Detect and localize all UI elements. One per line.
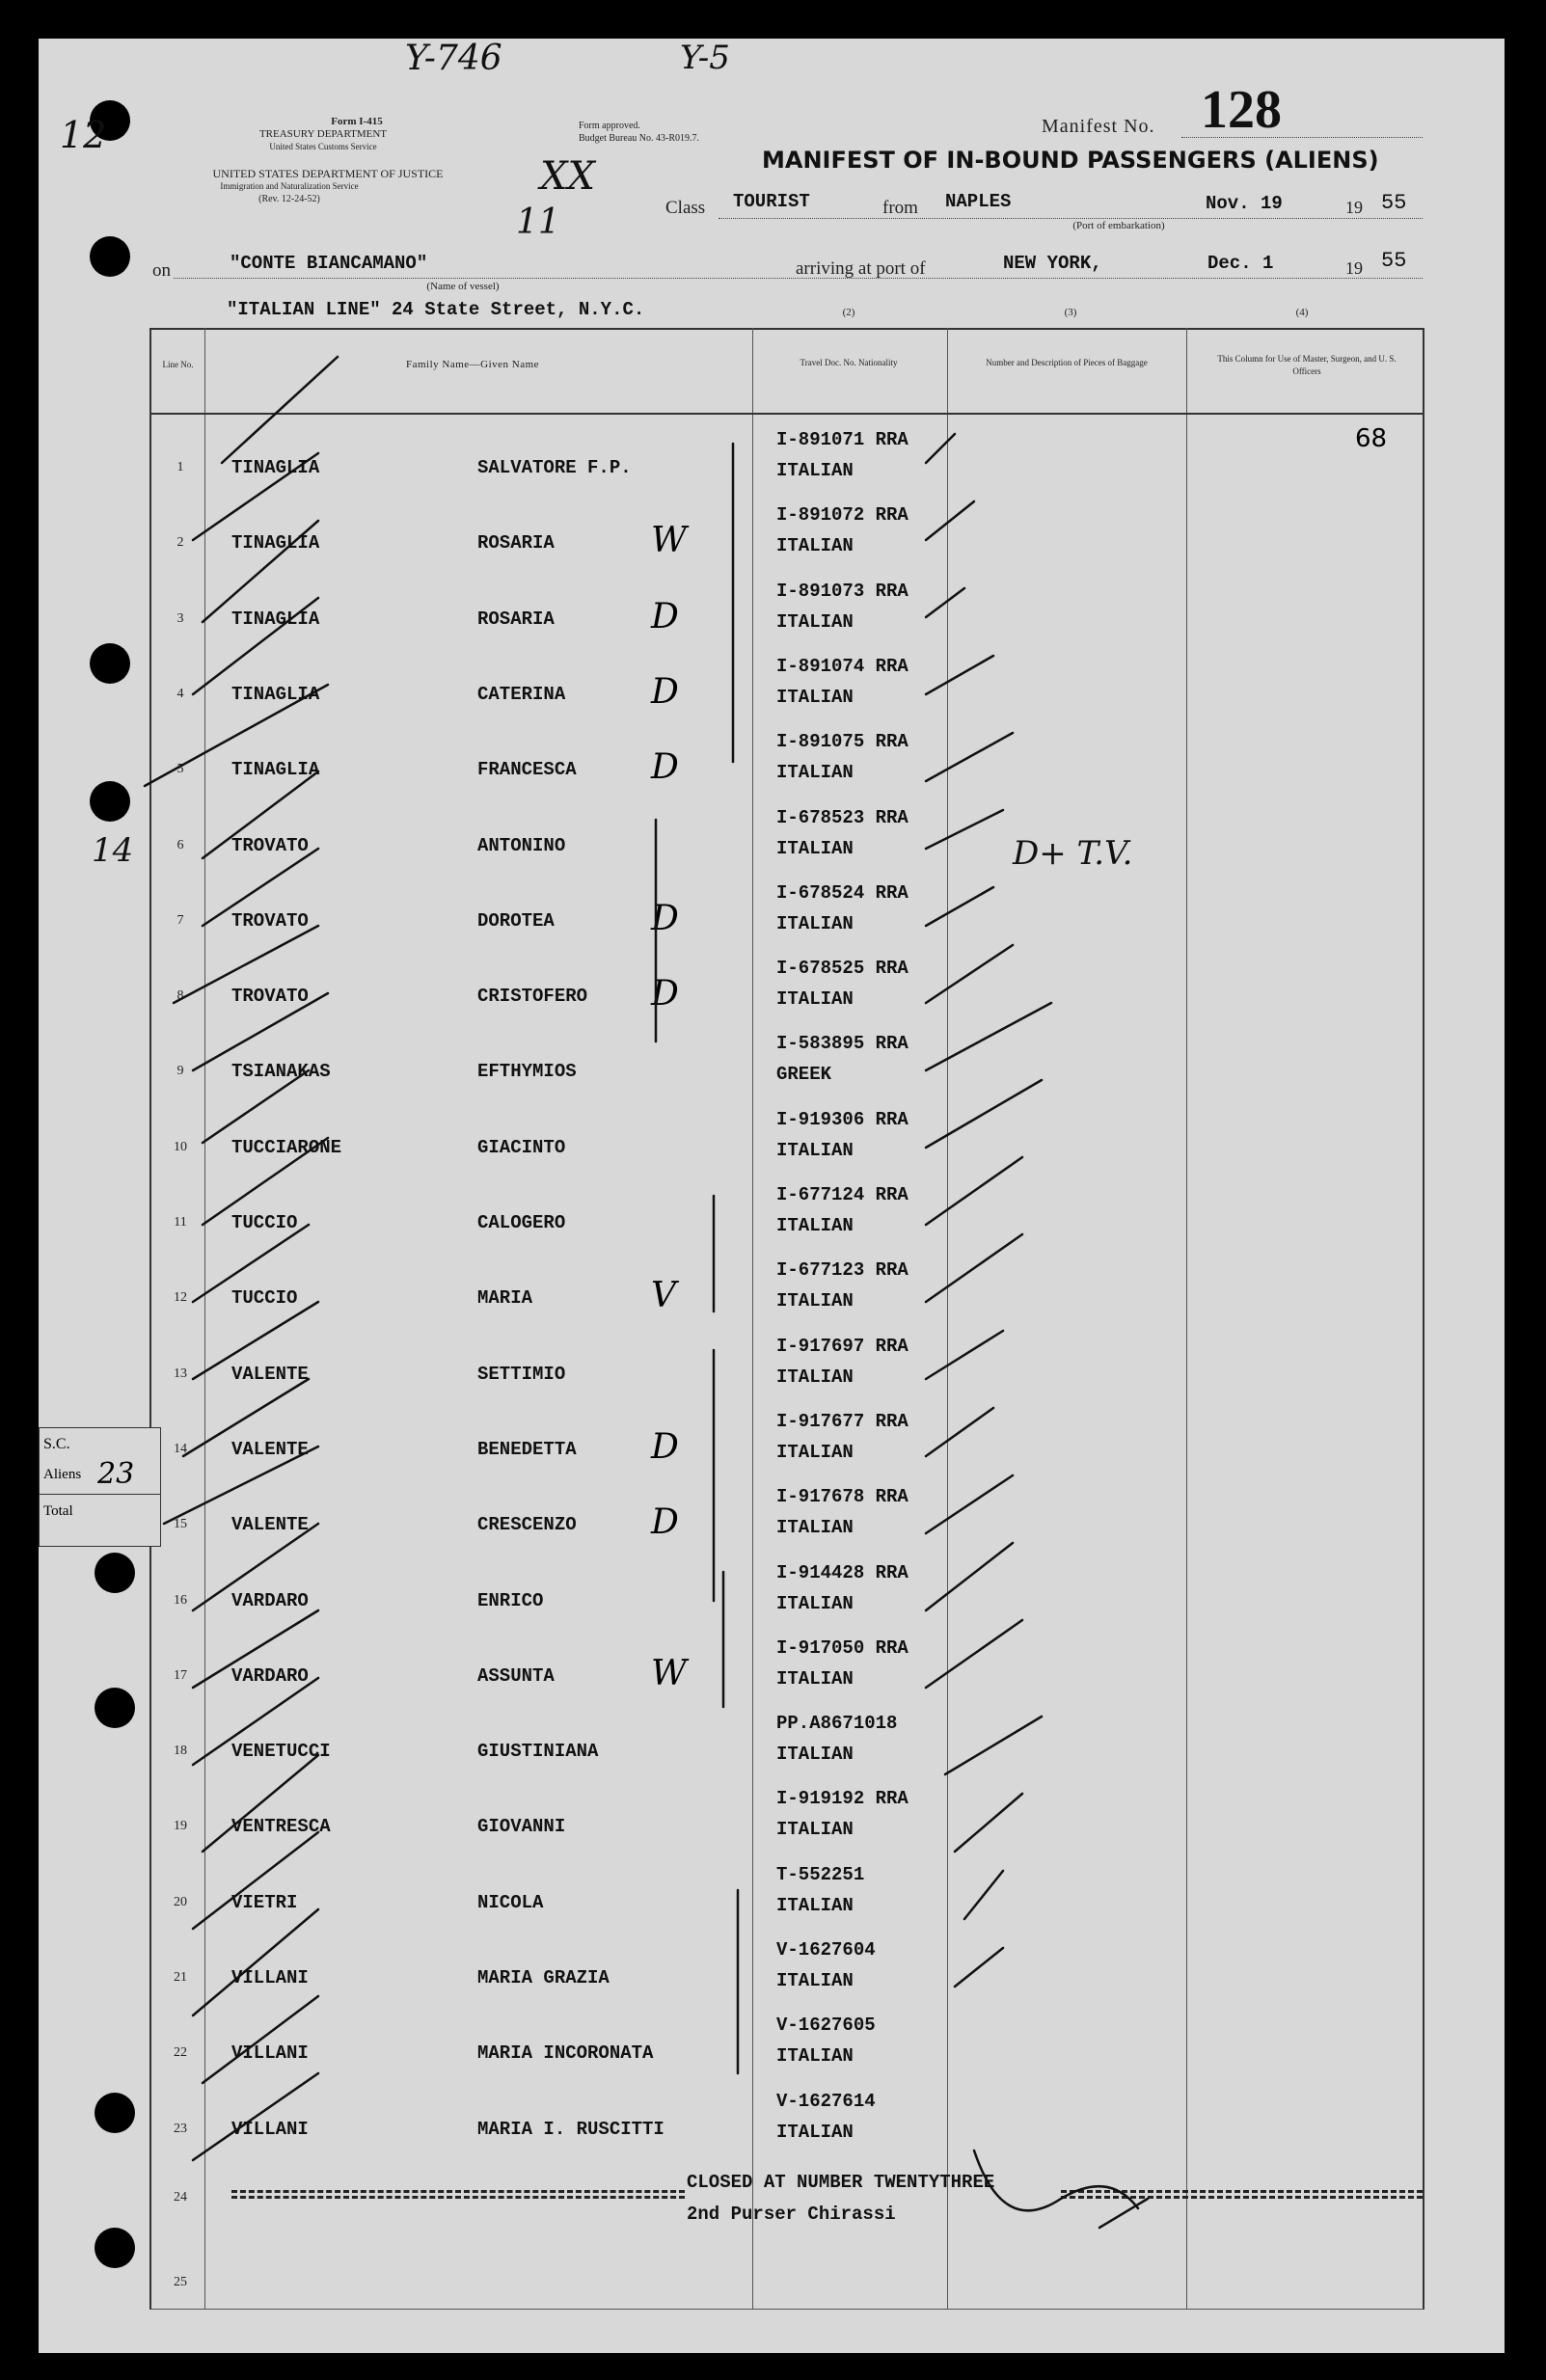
handwritten-mark: D — [651, 1426, 679, 1467]
family-name: TROVATO — [231, 986, 309, 1008]
travel-doc-number: I-917678 RRA — [776, 1486, 909, 1508]
line-number: 10 — [174, 1139, 187, 1154]
given-name: ROSARIA — [477, 608, 555, 630]
handwritten-mark: D — [651, 596, 679, 636]
travel-doc-number: I-891075 RRA — [776, 731, 909, 753]
nationality: GREEK — [776, 1064, 832, 1086]
nationality: ITALIAN — [776, 1819, 854, 1841]
handwritten-xx: XX — [540, 154, 595, 199]
line-number: 8 — [176, 988, 184, 1004]
given-name: GIUSTINIANA — [477, 1741, 599, 1763]
family-name: TINAGLIA — [231, 759, 320, 781]
nationality: ITALIAN — [776, 2121, 854, 2143]
from-label: from — [882, 198, 918, 218]
officer-note: 68 — [1355, 424, 1388, 453]
line-number: 19 — [174, 1819, 187, 1834]
depart-date: Nov. 19 — [1206, 193, 1283, 214]
nationality: ITALIAN — [776, 1667, 854, 1690]
travel-doc-number: T-552251 — [776, 1863, 865, 1885]
travel-doc-number: I-919192 RRA — [776, 1788, 909, 1810]
given-name: FRANCESCA — [477, 759, 577, 781]
handwritten-ref-b: Y-5 — [680, 39, 730, 77]
line-number: 15 — [174, 1517, 187, 1532]
line-number: 17 — [174, 1667, 187, 1683]
shipping-line-address: "ITALIAN LINE" 24 State Street, N.Y.C. — [227, 299, 645, 320]
family-name: TINAGLIA — [231, 683, 320, 705]
nationality: ITALIAN — [776, 610, 854, 633]
class-label: Class — [665, 198, 706, 218]
nationality: ITALIAN — [776, 1290, 854, 1312]
header-travel-doc: Travel Doc. No. Nationality — [800, 358, 898, 367]
travel-doc-number: I-917677 RRA — [776, 1410, 909, 1432]
family-name: VILLANI — [231, 2042, 309, 2065]
travel-doc-number: I-914428 RRA — [776, 1561, 909, 1583]
family-name: VIETRI — [231, 1891, 298, 1913]
depart-year: 55 — [1381, 191, 1407, 215]
given-name: MARIA GRAZIA — [477, 1967, 610, 1988]
travel-doc-number: V-1627614 — [776, 2090, 876, 2112]
travel-doc-number: I-678523 RRA — [776, 806, 909, 828]
given-name: ANTONINO — [477, 834, 566, 856]
header-baggage: Number and Description of Pieces of Baggage — [986, 358, 1148, 367]
nationality: ITALIAN — [776, 2045, 854, 2068]
travel-doc-number: I-891073 RRA — [776, 580, 909, 602]
arrival-year: 55 — [1381, 249, 1407, 273]
handwritten-mark: D — [651, 671, 679, 712]
family-name: TSIANAKAS — [231, 1061, 331, 1083]
line-number: 20 — [174, 1894, 187, 1909]
family-name: TROVATO — [231, 909, 309, 932]
travel-doc-number: I-677123 RRA — [776, 1259, 909, 1282]
handwritten-14: 14 — [92, 831, 134, 870]
manifest-number: 128 — [1201, 80, 1282, 140]
line-number: 2 — [176, 535, 184, 551]
depart-year-prefix: 19 — [1345, 198, 1363, 217]
vessel-note: (Name of vessel) — [426, 281, 500, 292]
given-name: EFTHYMIOS — [477, 1061, 577, 1083]
given-name: BENEDETTA — [477, 1438, 577, 1460]
closed-statement: CLOSED AT NUMBER TWENTYTHREE — [687, 2172, 995, 2193]
budget-bureau: Budget Bureau No. 43-R019.7. — [579, 133, 699, 144]
given-name: MARIA I. RUSCITTI — [477, 2118, 665, 2140]
travel-doc-number: I-891074 RRA — [776, 655, 909, 677]
handwritten-mark: D — [651, 747, 679, 788]
travel-doc-number: I-917050 RRA — [776, 1636, 909, 1659]
header-name: Family Name—Given Name — [405, 359, 540, 370]
nationality: ITALIAN — [776, 912, 854, 934]
given-name: ASSUNTA — [477, 1664, 555, 1687]
given-name: CATERINA — [477, 683, 566, 705]
port-embark-note: (Port of embarkation) — [1072, 220, 1165, 231]
nationality: ITALIAN — [776, 837, 854, 859]
given-name: MARIA INCORONATA — [477, 2042, 654, 2065]
line-number: 23 — [174, 2121, 187, 2136]
line-number: 7 — [176, 912, 184, 928]
side-box-aliens: Aliens — [43, 1467, 82, 1482]
handwritten-mark: D — [651, 974, 679, 1014]
manifest-title: MANIFEST OF IN-BOUND PASSENGERS (ALIENS) — [762, 147, 1379, 174]
handwritten-mark: D — [651, 898, 679, 938]
family-name: VENTRESCA — [231, 1816, 331, 1838]
line-number: 9 — [176, 1064, 184, 1079]
line-number: 6 — [176, 837, 184, 852]
given-name: GIOVANNI — [477, 1816, 566, 1838]
manifest-no-label: Manifest No. — [1042, 116, 1155, 137]
handwritten-baggage-note: D+ T.V. — [1013, 834, 1133, 873]
line-number: 11 — [174, 1215, 187, 1230]
given-name: CRESCENZO — [477, 1514, 577, 1536]
travel-doc-number: I-678524 RRA — [776, 881, 909, 904]
arrival-year-prefix: 19 — [1345, 258, 1363, 278]
form-approved: Form approved. — [579, 121, 640, 131]
col-num-2: (2) — [842, 307, 855, 318]
nationality: ITALIAN — [776, 1970, 854, 1991]
family-name: VALENTE — [231, 1438, 309, 1460]
line-number: 16 — [174, 1592, 187, 1608]
travel-doc-number: I-891071 RRA — [776, 429, 909, 450]
travel-doc-number: I-891072 RRA — [776, 504, 909, 527]
family-name: TUCCIARONE — [231, 1136, 342, 1158]
nationality: ITALIAN — [776, 460, 854, 481]
family-name: TINAGLIA — [231, 532, 320, 554]
nationality: ITALIAN — [776, 1744, 854, 1766]
handwritten-mark: V — [651, 1276, 676, 1316]
arrival-port: NEW YORK, — [1003, 253, 1102, 274]
family-name: VILLANI — [231, 1967, 309, 1988]
family-name: VALENTE — [231, 1514, 309, 1536]
nationality: ITALIAN — [776, 762, 854, 784]
family-name: VARDARO — [231, 1589, 309, 1611]
arrival-date: Dec. 1 — [1207, 253, 1274, 274]
col-num-4: (4) — [1295, 307, 1309, 318]
nationality: ITALIAN — [776, 535, 854, 557]
given-name: ENRICO — [477, 1589, 544, 1611]
travel-doc-number: V-1627605 — [776, 2015, 876, 2037]
family-name: VENETUCCI — [231, 1741, 331, 1763]
family-name: TINAGLIA — [231, 608, 320, 630]
line-number: 18 — [174, 1744, 187, 1759]
travel-doc-number: I-677124 RRA — [776, 1184, 909, 1205]
dept-justice-sub: Immigration and Naturalization Service — [220, 181, 359, 191]
class-value: TOURIST — [733, 191, 810, 212]
travel-doc-number: PP.A8671018 — [776, 1713, 898, 1735]
line-number: 22 — [174, 2045, 187, 2061]
travel-doc-number: I-919306 RRA — [776, 1108, 909, 1130]
side-box-sc: S.C. — [43, 1436, 70, 1452]
dept-justice: UNITED STATES DEPARTMENT OF JUSTICE — [212, 167, 444, 180]
line-number: 12 — [174, 1290, 187, 1306]
nationality: ITALIAN — [776, 686, 854, 708]
nationality: ITALIAN — [776, 988, 854, 1011]
on-label: on — [152, 260, 171, 281]
given-name: NICOLA — [477, 1891, 544, 1913]
travel-doc-number: V-1627604 — [776, 1939, 876, 1961]
given-name: GIACINTO — [477, 1136, 566, 1158]
nationality: ITALIAN — [776, 1139, 854, 1161]
side-box-total: Total — [43, 1503, 73, 1519]
given-name: CALOGERO — [477, 1212, 566, 1233]
line-number: 4 — [176, 686, 184, 701]
line-number: 3 — [176, 610, 184, 626]
header-line-no: Line No. — [162, 360, 194, 369]
nationality: ITALIAN — [776, 1441, 854, 1463]
given-name: SETTIMIO — [477, 1363, 566, 1385]
side-box-count: 23 — [97, 1457, 135, 1491]
handwritten-11: 11 — [516, 203, 560, 242]
vessel-name: "CONTE BIANCAMANO" — [230, 253, 428, 274]
line-number: 25 — [174, 2275, 187, 2289]
nationality: ITALIAN — [776, 1215, 854, 1236]
given-name: MARIA — [477, 1287, 533, 1310]
handwritten-mark: W — [651, 521, 688, 561]
from-value: NAPLES — [945, 191, 1012, 212]
line-number: 5 — [176, 762, 184, 777]
family-name: VALENTE — [231, 1363, 309, 1385]
family-name: VARDARO — [231, 1664, 309, 1687]
travel-doc-number: I-917697 RRA — [776, 1335, 909, 1357]
line-number: 1 — [176, 460, 184, 474]
revision: (Rev. 12-24-52) — [258, 194, 320, 204]
family-name: TUCCIO — [231, 1287, 298, 1310]
travel-doc-number: I-583895 RRA — [776, 1033, 909, 1055]
nationality: ITALIAN — [776, 1894, 854, 1916]
header-officers: This Column for Use of Master, Surgeon, and U. S. Officers — [1217, 354, 1397, 376]
dept-treasury-sub: United States Customs Service — [269, 142, 377, 151]
travel-doc-number: I-678525 RRA — [776, 958, 909, 980]
handwritten-mark: D — [651, 1502, 679, 1543]
handwritten-ref-a: Y-746 — [405, 39, 502, 78]
col-num-3: (3) — [1064, 307, 1077, 318]
given-name: DOROTEA — [477, 909, 555, 932]
handwritten-mark: W — [651, 1653, 688, 1693]
family-name: VILLANI — [231, 2118, 309, 2140]
nationality: ITALIAN — [776, 1366, 854, 1388]
purser-signature: 2nd Purser Chirassi — [687, 2204, 896, 2225]
given-name: SALVATORE F.P. — [477, 457, 632, 478]
line-number: 24 — [174, 2190, 187, 2204]
family-name: TROVATO — [231, 834, 309, 856]
nationality: ITALIAN — [776, 1592, 854, 1614]
nationality: ITALIAN — [776, 1517, 854, 1539]
given-name: ROSARIA — [477, 532, 555, 554]
line-number: 14 — [174, 1441, 187, 1456]
family-name: TUCCIO — [231, 1212, 298, 1233]
given-name: CRISTOFERO — [477, 986, 588, 1008]
dept-treasury: TREASURY DEPARTMENT — [258, 128, 388, 140]
handwritten-12: 12 — [60, 114, 107, 156]
form-number: Form I-415 — [331, 116, 383, 127]
line-number: 21 — [174, 1970, 187, 1985]
family-name: TINAGLIA — [231, 457, 320, 478]
line-number: 13 — [174, 1366, 187, 1381]
arriving-label: arriving at port of — [796, 258, 926, 279]
